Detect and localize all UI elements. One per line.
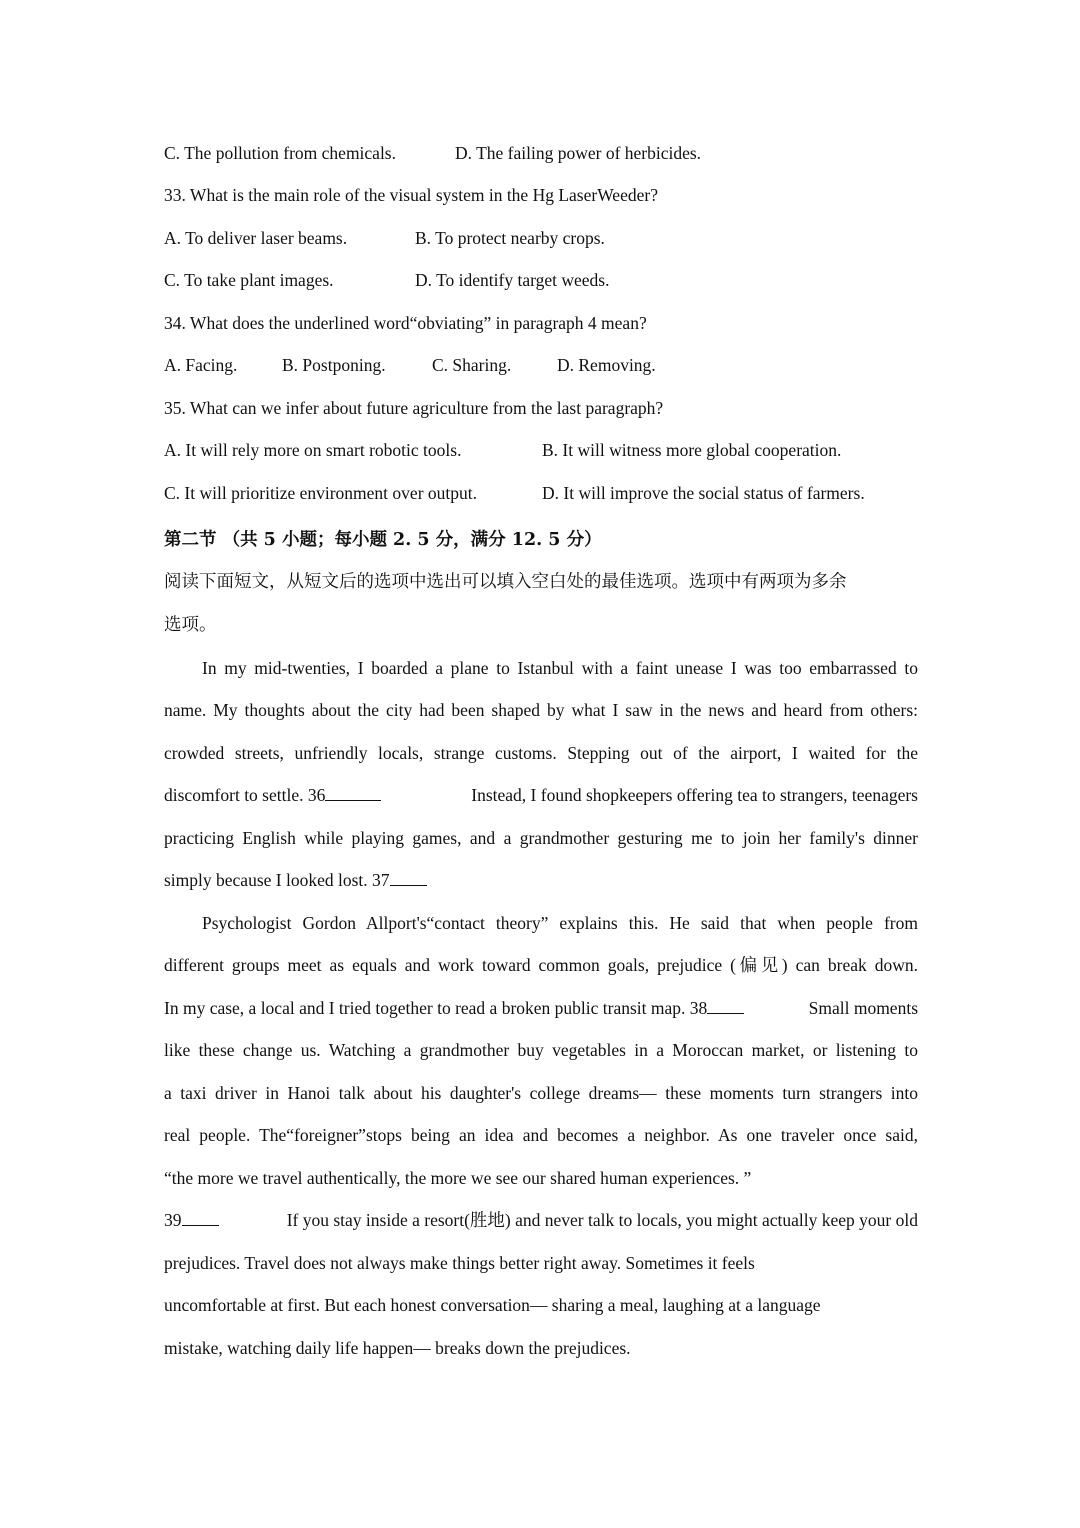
- passage-line: prejudices. Travel does not always make things better right away. Sometimes it feels: [164, 1253, 755, 1273]
- section-heading: 第二节 （共 5 小题；每小题 2. 5 分，满分 12. 5 分）: [164, 530, 602, 550]
- q34-option-a: A. Facing.: [164, 355, 238, 375]
- passage-line: different groups meet as equals and work toward common goals, prejudice (偏见) can break down.: [164, 955, 918, 975]
- section-instruction-cont: 选项。: [164, 615, 217, 635]
- passage-text: discomfort to settle. 36: [164, 785, 326, 805]
- passage-text: 39: [164, 1210, 182, 1230]
- q33-option-b: B. To protect nearby crops.: [415, 228, 605, 248]
- passage-line: real people. The“foreigner”stops being an idea and becomes a neighbor. As one traveler once said,: [164, 1125, 918, 1145]
- q32-option-d: D. The failing power of herbicides.: [455, 143, 702, 163]
- passage-line: a taxi driver in Hanoi talk about his daughter's college dreams— these moments turn strangers into: [164, 1083, 918, 1103]
- passage-text: Instead, I found shopkeepers offering tea to strangers, teenagers: [471, 785, 918, 805]
- q33-option-a: A. To deliver laser beams.: [164, 228, 348, 248]
- passage-text: In my case, a local and I tried together to read a broken public transit map. 38: [164, 998, 708, 1018]
- passage-line: name. My thoughts about the city had been shaped by what I saw in the news and heard from others:: [164, 700, 918, 720]
- q34-option-b: B. Postponing.: [282, 355, 386, 375]
- q34-option-c: C. Sharing.: [432, 355, 512, 375]
- passage-text: If you stay inside a resort(胜地) and never talk to locals, you might actually keep your old: [286, 1210, 918, 1230]
- blank-37: [390, 868, 427, 886]
- q35-option-d: D. It will improve the social status of farmers.: [542, 483, 865, 503]
- passage-line-blank-39: [164, 1208, 918, 1232]
- passage-line: mistake, watching daily life happen— breaks down the prejudices.: [164, 1338, 631, 1358]
- blank-38: [707, 996, 744, 1014]
- passage-line-blank-38: [164, 996, 918, 1020]
- passage-line: practicing English while playing games, and a grandmother gesturing me to join her family's dinner: [164, 828, 918, 848]
- q33-stem: 33. What is the main role of the visual system in the Hg LaserWeeder?: [164, 185, 658, 205]
- passage-line-blank-36: [164, 783, 918, 807]
- passage-text: Small moments: [808, 998, 918, 1018]
- q32-option-c: C. The pollution from chemicals.: [164, 143, 396, 163]
- passage-line: Psychologist Gordon Allport's“contact theory” explains this. He said that when people from: [202, 913, 918, 933]
- q35-option-c: C. It will prioritize environment over output.: [164, 483, 477, 503]
- passage-line-blank-37: [164, 868, 918, 892]
- passage-line: crowded streets, unfriendly locals, strange customs. Stepping out of the airport, I waited for the: [164, 743, 918, 763]
- blank-39: [182, 1208, 219, 1226]
- passage-text: simply because I looked lost. 37: [164, 870, 390, 890]
- q35-option-b: B. It will witness more global cooperation.: [542, 440, 842, 460]
- blank-36: [325, 783, 381, 801]
- passage-line: like these change us. Watching a grandmother buy vegetables in a Moroccan market, or listening to: [164, 1040, 918, 1060]
- q34-stem: 34. What does the underlined word“obviating” in paragraph 4 mean?: [164, 313, 647, 333]
- q33-option-d: D. To identify target weeds.: [415, 270, 610, 290]
- q35-option-a: A. It will rely more on smart robotic tools.: [164, 440, 462, 460]
- passage-line: “the more we travel authentically, the more we see our shared human experiences. ”: [164, 1168, 752, 1188]
- passage-line: uncomfortable at first. But each honest conversation— sharing a meal, laughing at a language: [164, 1295, 821, 1315]
- q34-option-d: D. Removing.: [557, 355, 656, 375]
- passage-line: In my mid-twenties, I boarded a plane to Istanbul with a faint unease I was too embarrassed to: [202, 658, 918, 678]
- q33-option-c: C. To take plant images.: [164, 270, 334, 290]
- section-instruction: 阅读下面短文，从短文后的选项中选出可以填入空白处的最佳选项。选项中有两项为多余: [164, 572, 847, 592]
- q35-stem: 35. What can we infer about future agriculture from the last paragraph?: [164, 398, 664, 418]
